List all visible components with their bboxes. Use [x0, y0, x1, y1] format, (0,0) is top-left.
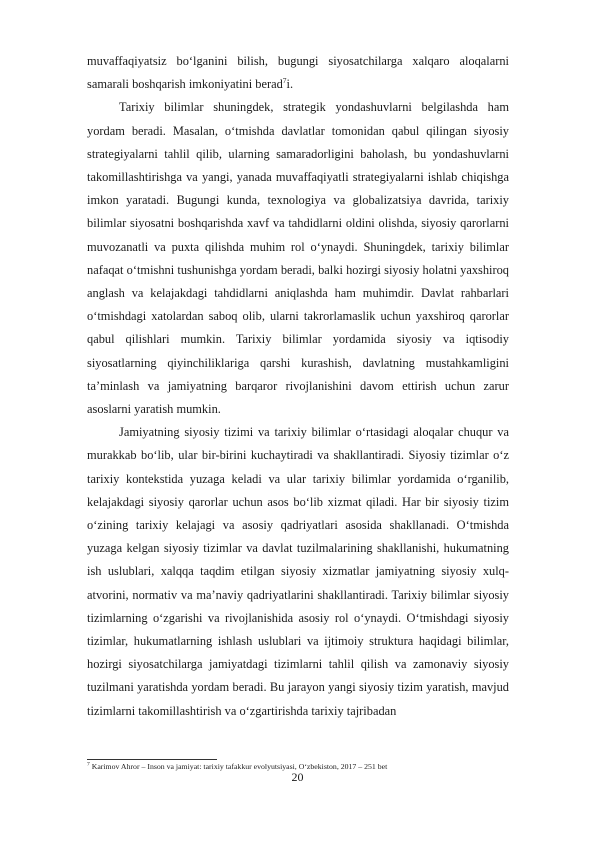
footnote-separator — [87, 759, 217, 760]
document-body — [87, 50, 509, 723]
footnote-text: Karimov Ahror – Inson va jamiyat: tarixiy tafakkur evolyutsiyasi, O‘zbekiston, 2017 – 251 bet — [89, 762, 388, 771]
paragraph-3: Jamiyatning siyosiy tizimi va tarixiy bilimlar o‘rtasidagi aloqalar chuqur va murakkab bo‘lib, ular bir-birini kuchaytiradi va shakllantiradi. Siyosiy tizimlar o‘z tarixiy kontekstida yuzaga keladi va ular tarixiy bilimlar yordamida o‘rganilib, kelajakdagi siyosiy qarorlar uchun asos bo‘lib xizmat qiladi. Har bir siyosiy tizim o‘zining tarixiy kelajagi va asosiy qadriyatlari asosida shakllanadi. O‘tmishda yuzaga kelgan siyosiy tizimlar va davlat tuzilmalarining shakllanishi, hukumatning ish uslublari, xalqqa taqdim etilgan siyosiy xizmatlar jamiyatning siyosiy xulq-atvorini, normativ va ma’naviy qadriyatlarini shakllantiradi. Tarixiy bilimlar siyosiy tizimlarning o‘zgarishi va rivojlanishida asosiy rol o‘ynaydi. O‘tmishdagi siyosiy tizimlar, hukumatlarning ishlash uslublari va ijtimoiy struktura haqidagi bilimlar, hozirgi siyosatchilarga jamiyatdagi tizimlarni tahlil qilish va zamonaviy siyosiy tuzilmani yaratishda yordam beradi. Bu jarayon yangi siyosiy tizim yaratish, mavjud tizimlarni takomillashtirish va o‘zgartirishda tarixiy tajribadan — [87, 425, 509, 718]
paragraph-1-text: muvaffaqiyatsiz bo‘lganini bilish, bugungi siyosatchilarga xalqaro aloqalarni samarali boshqarish imkoniyatini berad — [87, 54, 509, 92]
footnote-reference[interactable]: 7 — [282, 76, 287, 86]
page-number: 20 — [291, 770, 304, 784]
paragraph-1-tail: i. — [286, 77, 294, 92]
paragraph-2: Tarixiy bilimlar shuningdek, strategik yondashuvlarni belgilashda ham yordam beradi. Masalan, o‘tmishda davlatlar tomonidan qabul qilingan siyosiy strategiyalarni tahlil qilib, ularning samaradorligini baholash, bu yondashuvlarni takomillashtirishga va yangi, yanada muvaffaqiyatli strategiyalarni ishlab chiqishga imkon yaratadi. Bugungi kunda, texnologiya va globalizatsiya davrida, tarixiy bilimlar siyosatni boshqarishda xavf va tahdidlarni oldini olishda, siyosiy qarorlarni muvozanatli va puxta qilishda muhim rol o‘ynaydi. Shuningdek, tarixiy bilimlar nafaqat o‘tmishni tushunishga yordam beradi, balki hozirgi siyosiy holatni yaxshiroq anglash va kelajakdagi tahdidlarni aniqlashda ham muhimdir. Davlat rahbarlari o‘tmishdagi xatolardan saboq olib, ularni takrorlamaslik uchun yaxshiroq qarorlar qabul qilishlari mumkin. Tarixiy bilimlar yordamida siyosiy va iqtisodiy siyosatlarning qiyinchiliklariga qarshi kurashish, davlatning mustahkamligini ta’minlash va jamiyatning barqaror rivojlanishini davom ettirish uchun zarur asoslarni yaratish mumkin. — [87, 100, 509, 417]
paragraph-1 — [87, 50, 509, 96]
footnote-marker: 7 — [87, 761, 90, 768]
